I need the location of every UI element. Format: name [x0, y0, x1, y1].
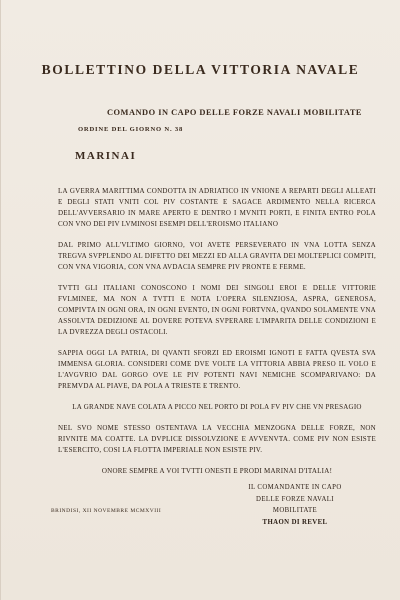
paragraph: DAL PRIMO ALL'VLTIMO GIORNO, VOI AVETE PERSEVERATO IN VNA LOTTA SENZA TREGVA SVPPLENDO AL DIFETTO DEI MEZZI ED ALLA GRAVITA DEI MOLTEPLICI COMPITI, CON VNA VIGORIA, CON VNA AVDACIA SEMPRE PIV PRONTE E FERME.: [58, 241, 376, 271]
paragraph: NEL SVO NOME STESSO OSTENTAVA LA VECCHIA MENZOGNA DELLE FORZE, NON RIVNITE MA COATTE. LA DVPLICE DISSOLVZIONE E AVVENVTA. COME PIV NON ESISTE L'ESERCITO, COSI LA FLOTTA IMPERIALE NON ESISTE PIV.: [58, 424, 376, 454]
place-date: BRINDISI, XII NOVEMBRE MCMXVIII: [51, 508, 162, 514]
document-subtitle: COMANDO IN CAPO DELLE FORZE NAVALI MOBILITATE: [106, 108, 362, 117]
paragraph: LA GVERRA MARITTIMA CONDOTTA IN ADRIATICO IN VNIONE A REPARTI DEGLI ALLEATI E DEGLI STATI VNITI COL PIV COSTANTE E SAGACE ARDIMENTO NELLA RICERCA DELL'AVVERSARIO IN MARE APERTO E DENTRO I MVNITI PORTI, E FINITA ENTRO POLA CON VNO DEI PIV LVMINOSI ESEMPI DELL'EROISMO ITALIANO: [58, 187, 376, 228]
signatory-name: THAON DI REVEL: [262, 518, 328, 526]
order-number: ORDINE DEL GIORNO N. 38: [78, 126, 184, 133]
document-title: BOLLETTINO DELLA VITTORIA NAVALE: [41, 62, 360, 77]
salutation: MARINAI: [75, 150, 137, 162]
paragraph: LA GRANDE NAVE COLATA A PICCO NEL PORTO DI POLA FV PIV CHE VN PRESAGIO: [72, 403, 362, 411]
document-body: [58, 186, 376, 487]
paragraph: TVTTI GLI ITALIANI CONOSCONO I NOMI DEI SINGOLI EROI E DELLE VITTORIE FVLMINEE, MA NON A TVTTI E NOTA L'OPERA SILENZIOSA, ASPRA, GENEROSA, COMPIVTA IN OGNI ORA, IN OGNI EVENTO, IN OGNI FORTVNA, QVANDO SOLAMENTE VNA ASSOLVTA DEDIZIONE AL DOVERE POTEVA SVPERARE L'IMPARITA DELLE CONDIZIONI E LA DVREZZA DEGLI OSTACOLI.: [58, 284, 376, 336]
closing-line: ONORE SEMPRE A VOI TVTTI ONESTI E PRODI MARINAI D'ITALIA!: [101, 467, 333, 475]
signature-title: IL COMANDANTE IN CAPO: [248, 484, 342, 491]
paragraph: SAPPIA OGGI LA PATRIA, DI QVANTI SFORZI ED EROISMI IGNOTI E FATTA QVESTA SVA IMMENSA GLORIA. CONSIDERI COME DVE VOLTE LA VITTORIA ABBIA PRESO IL VOLO E L'AVGVRIO DAL GORGO OVE LE PIV POTENTI NAVI NEMICHE SCOMPARIVANO: DA PREMVDA AL PIAVE, DA POLA A TRIESTE E TRENTO.: [58, 349, 376, 390]
signature-title-2: DELLE FORZE NAVALI MOBILITATE: [256, 495, 334, 514]
signature-block: [239, 482, 351, 528]
